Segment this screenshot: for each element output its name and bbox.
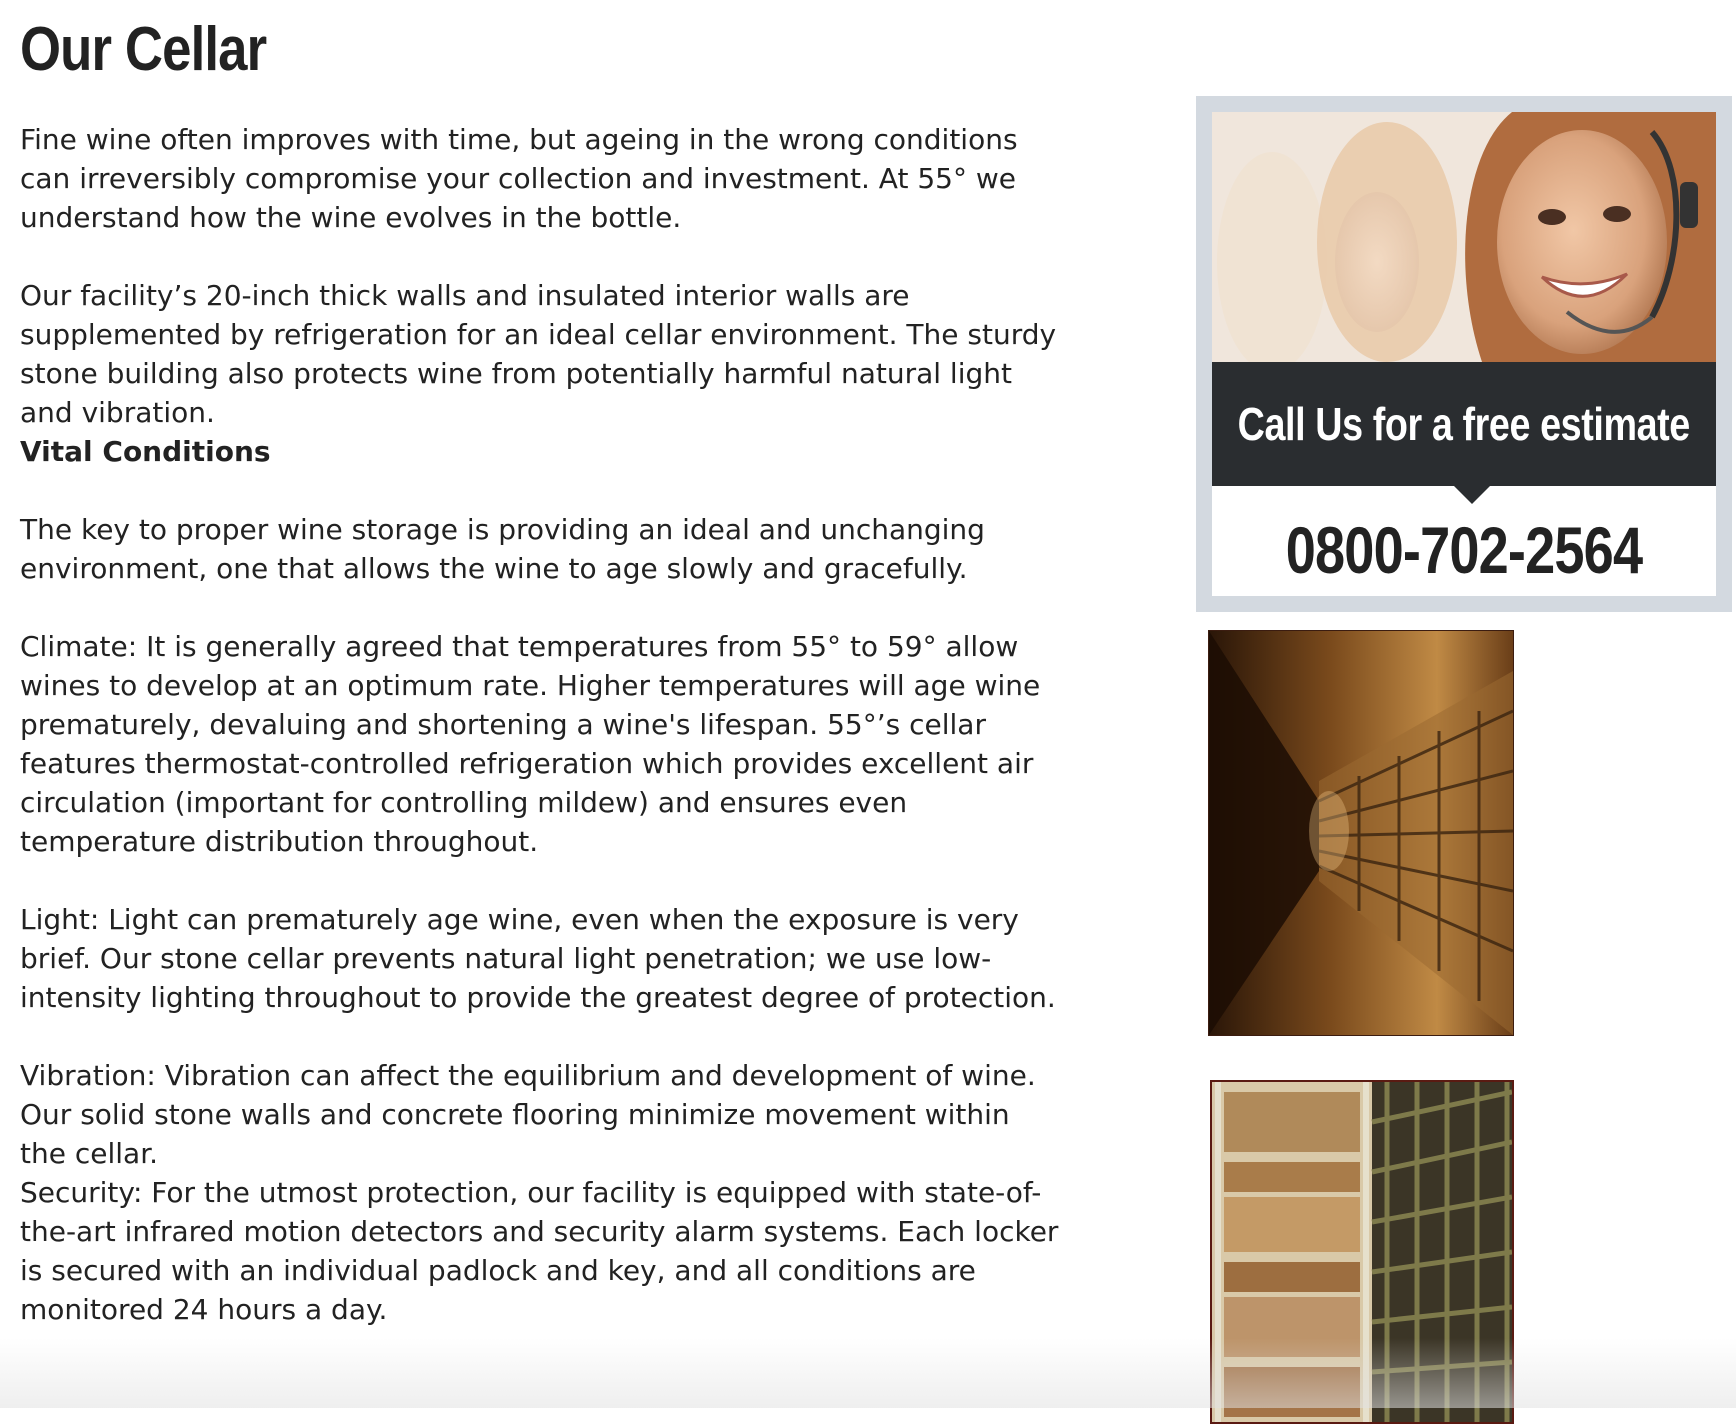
call-center-agent-photo	[1212, 112, 1716, 362]
facility-paragraph: Our facility’s 20-inch thick walls and insulated interior walls are supplemented by refrigeration for an ideal cellar environment. The sturdy stone building also protects wine from potentially harmful natural light and vibration.	[20, 279, 1057, 429]
main-content	[20, 10, 1060, 1326]
vibration-paragraph: Vibration: Vibration can affect the equilibrium and development of wine. Our solid stone walls and concrete flooring minimize movement within the cellar.	[20, 1059, 1036, 1170]
phone-number[interactable]: 0800-702-2564	[1285, 513, 1643, 587]
free-estimate-card[interactable]	[1196, 96, 1732, 612]
vital-conditions-heading: Vital Conditions	[20, 435, 271, 468]
light-paragraph: Light: Light can prematurely age wine, even when the exposure is very brief. Our stone cellar prevents natural light penetration; we use low-intensity lighting throughout to provide the greatest degree of protection.	[20, 903, 1056, 1014]
climate-paragraph: Climate: It is generally agreed that temperatures from 55° to 59° allow wines to develop at an optimum rate. Higher temperatures will age wine prematurely, devaluing and shortening a wine's lifespan. 55°’s cellar features thermostat-controlled refrigeration which provides excellent air circulation (important for controlling mildew) and ensures even temperature distribution throughout.	[20, 630, 1041, 858]
intro-paragraph: Fine wine often improves with time, but ageing in the wrong conditions can irreversibly compromise your collection and investment. At 55° we understand how the wine evolves in the bottle.	[20, 123, 1018, 234]
wine-lockers-photo	[1210, 1080, 1514, 1424]
storage-key-paragraph: The key to proper wine storage is providing an ideal and unchanging environment, one that allows the wine to age slowly and gracefully.	[20, 513, 985, 585]
cta-banner[interactable]	[1212, 362, 1716, 486]
cta-text: Call Us for a free estimate	[1237, 398, 1691, 450]
page-title: Our Cellar	[20, 15, 267, 84]
wine-cellar-photo	[1208, 630, 1514, 1036]
security-paragraph: Security: For the utmost protection, our facility is equipped with state-of-the-art infrared motion detectors and security alarm systems. Each locker is secured with an individual padlock and key, and all conditions are monitored 24 hours a day.	[20, 1176, 1059, 1326]
